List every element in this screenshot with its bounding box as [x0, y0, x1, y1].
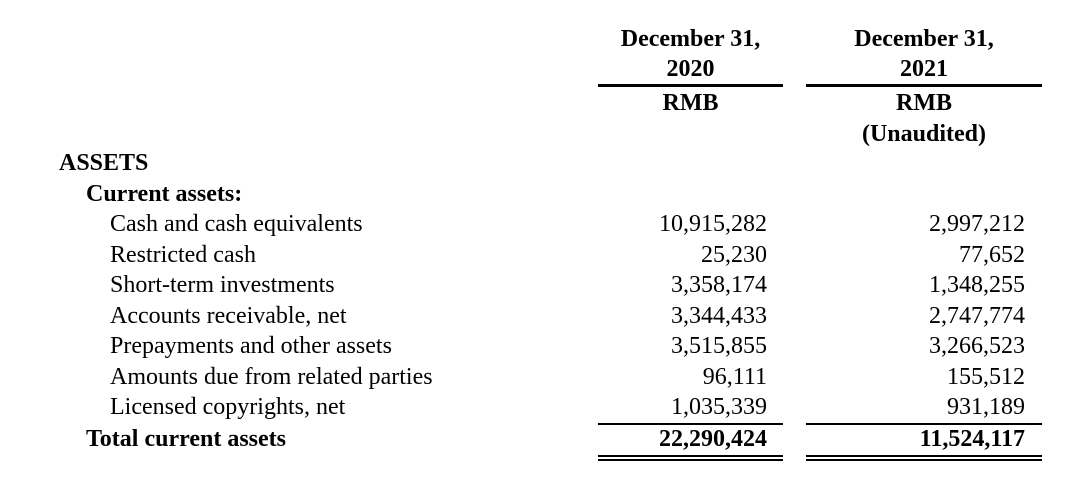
row-value-2021: 931,189 — [947, 394, 1025, 420]
row-value-2020: 96,111 — [702, 364, 767, 390]
row-label: Short-term investments — [110, 272, 335, 298]
header-2021-currency: RMB — [896, 90, 952, 116]
row-label: Accounts receivable, net — [110, 303, 347, 329]
total-double-rule-top-2021 — [806, 455, 1042, 457]
total-label: Total current assets — [86, 426, 286, 452]
row-value-2021: 77,652 — [959, 242, 1025, 268]
total-double-rule-bottom-2020 — [598, 459, 783, 461]
total-value-2021: 11,524,117 — [919, 426, 1025, 452]
total-double-rule-bottom-2021 — [806, 459, 1042, 461]
header-rule-2021 — [806, 84, 1042, 87]
row-label: Licensed copyrights, net — [110, 394, 346, 420]
header-2020-currency: RMB — [662, 90, 719, 116]
header-2021-note: (Unaudited) — [861, 121, 987, 147]
row-label: Amounts due from related parties — [110, 364, 433, 390]
row-value-2020: 10,915,282 — [659, 211, 767, 237]
subsection-title-current-assets: Current assets: — [86, 181, 243, 207]
row-value-2020: 25,230 — [701, 242, 767, 268]
header-2020-date-line1: December 31, — [620, 26, 761, 52]
row-value-2021: 155,512 — [947, 364, 1025, 390]
row-value-2021: 1,348,255 — [929, 272, 1025, 298]
row-value-2020: 1,035,339 — [671, 394, 767, 420]
row-value-2020: 3,515,855 — [671, 333, 767, 359]
row-value-2021: 2,997,212 — [929, 211, 1025, 237]
header-2020-date-line2: 2020 — [666, 56, 715, 82]
row-label: Prepayments and other assets — [110, 333, 392, 359]
row-value-2020: 3,344,433 — [671, 303, 767, 329]
total-double-rule-top-2020 — [598, 455, 783, 457]
row-value-2021: 2,747,774 — [929, 303, 1025, 329]
row-value-2020: 3,358,174 — [671, 272, 767, 298]
header-rule-2020 — [598, 84, 783, 87]
total-value-2020: 22,290,424 — [659, 426, 767, 452]
header-2021-date-line2: 2021 — [900, 56, 948, 82]
section-title-assets: ASSETS — [59, 150, 149, 176]
row-label: Cash and cash equivalents — [110, 211, 363, 237]
row-value-2021: 3,266,523 — [929, 333, 1025, 359]
row-label: Restricted cash — [110, 242, 256, 268]
header-2021-date-line1: December 31, — [854, 26, 994, 52]
